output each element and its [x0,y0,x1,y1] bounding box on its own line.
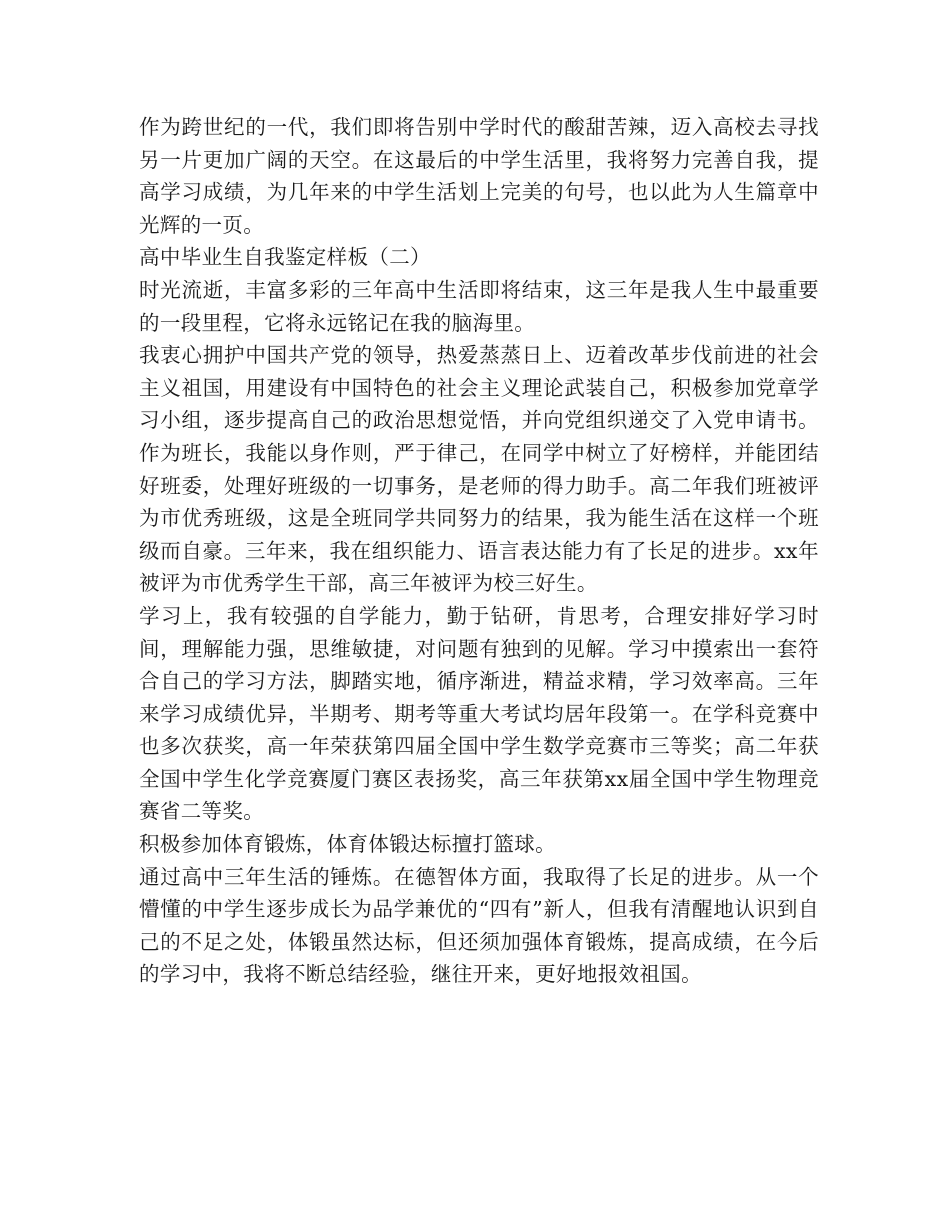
document-body [139,111,819,991]
paragraph-conclusion: 通过高中三年生活的锤炼。在德智体方面，我取得了长足的进步。从一个懵懂的中学生逐步成长为品学兼优的“四有”新人，但我有清醒地认识到自己的不足之处，体锻虽然达标，但还须加强体育锻炼，提高成绩，在今后的学习中，我将不断总结经验，继往开来，更好地报效祖国。 [139,864,819,987]
section-heading: 高中毕业生自我鉴定样板（二） [139,245,431,270]
paragraph-sports: 积极参加体育锻炼，体育体锻达标擅打篮球。 [139,832,556,857]
paragraph-study: 学习上，我有较强的自学能力，勤于钻研，肯思考，合理安排好学习时间，理解能力强，思维敏捷，对问题有独到的见解。学习中摸索出一套符合自己的学习方法，脚踏实地，循序渐进，精益求精，学习效率高。三年来学习成绩优异，半期考、期考等重大考试均居年段第一。在学科竞赛中也多次获奖，高一年荣获第四届全国中学生数学竞赛市三等奖；高二年获全国中学生化学竞赛厦门赛区表扬奖，高三年获第xx届全国中学生物理竞赛省二等奖。 [139,603,819,824]
paragraph-intro-closing: 作为跨世纪的一代，我们即将告别中学时代的酸甜苦辣，迈入高校去寻找另一片更加广阔的天空。在这最后的中学生活里，我将努力完善自我，提高学习成绩，为几年来的中学生活划上完美的句号，也以此为人生篇章中光辉的一页。 [139,115,819,237]
paragraph-opening: 时光流逝，丰富多彩的三年高中生活即将结束，这三年是我人生中最重要的一段里程，它将永远铭记在我的脑海里。 [139,277,819,335]
paragraph-political-leadership: 我衷心拥护中国共产党的领导，热爱蒸蒸日上、迈着改革步伐前进的社会主义祖国，用建设有中国特色的社会主义理论武装自己，积极参加党章学习小组，逐步提高自己的政治思想觉悟，并向党组织递交了入党申请书。作为班长，我能以身作则，严于律己，在同学中树立了好榜样，并能团结好班委，处理好班级的一切事务，是老师的得力助手。高二年我们班被评为市优秀班级，这是全班同学共同努力的结果，我为能生活在这样一个班级而自豪。三年来，我在组织能力、语言表达能力有了长足的进步。xx年被评为市优秀学生干部，高三年被评为校三好生。 [139,343,819,596]
